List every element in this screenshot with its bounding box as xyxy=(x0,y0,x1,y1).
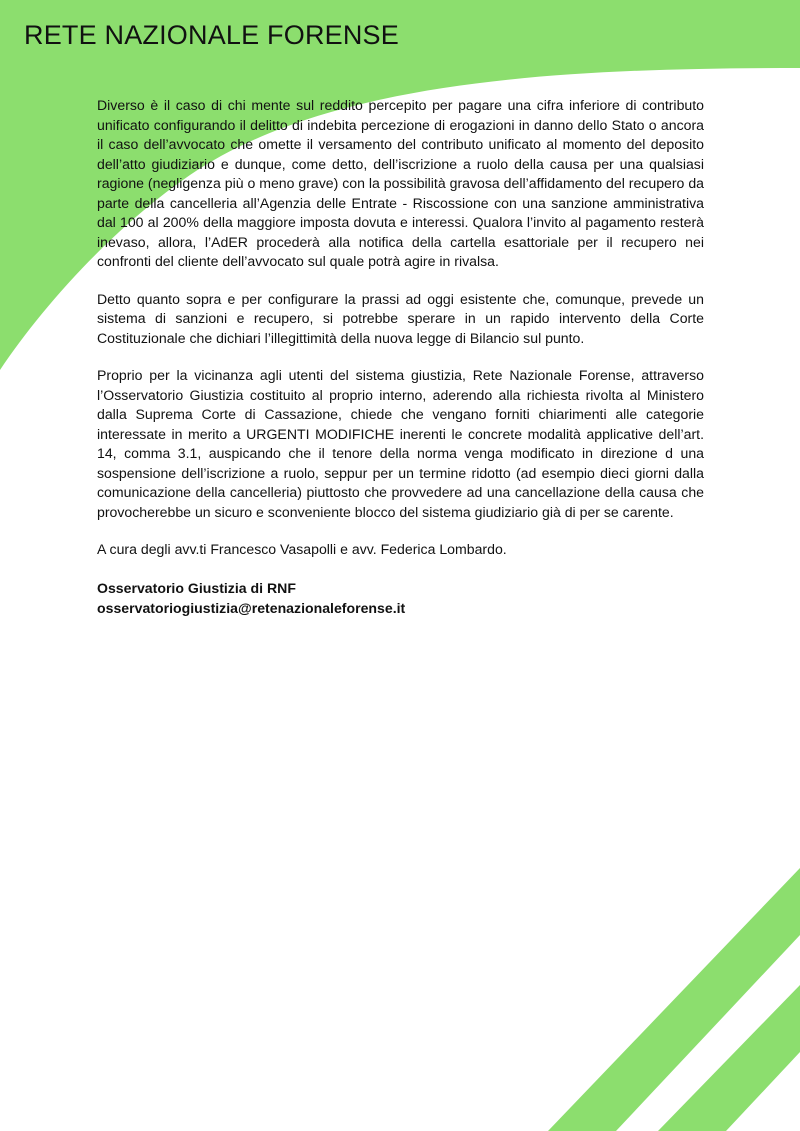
signature-email: osservatoriogiustizia@retenazionaleforense.it xyxy=(97,599,406,616)
document-body xyxy=(97,96,704,618)
signature-block xyxy=(97,578,704,618)
paragraph-3: Proprio per la vicinanza agli utenti del sistema giustizia, Rete Nazionale Forense, attraverso l’Osservatorio Giustizia costituito al proprio interno, aderendo alla richiesta rivolta al Ministero dalla Suprema Corte di Cassazione, chiede che vengano forniti chiarimenti alle categorie interessate in merito a URGENTI MODIFICHE inerenti le concrete modalità applicative dell’art. 14, comma 3.1, auspicando che il tenore della norma venga modificato in direzione d una sospensione dell’iscrizione a ruolo, seppur per un termine ridotto (ad esempio dieci giorni dalla comunicazione della cancelleria) piuttosto che provvedere ad una cancellazione della causa che provocherebbe un sicuro e sconveniente blocco del sistema giudiziario già di per se carente. xyxy=(97,367,704,520)
paragraph-4: A cura degli avv.ti Francesco Vasapolli e avv. Federica Lombardo. xyxy=(97,541,507,557)
organization-title: RETE NAZIONALE FORENSE xyxy=(24,20,399,50)
signature-name: Osservatorio Giustizia di RNF xyxy=(97,579,296,596)
paragraph-1: Diverso è il caso di chi mente sul reddito percepito per pagare una cifra inferiore di contributo unificato configurando il delitto di indebita percezione di erogazioni in danno dello Stato o ancora il caso dell’avvocato che omette il versamento del contributo unificato al momento del deposito dell’atto giudiziario e dunque, come detto, dell’iscrizione a ruolo della causa per una qualsiasi ragione (negligenza più o meno grave) con la possibilità gravosa dell’affidamento del recupero da parte della cancelleria all’Agenzia delle Entrate - Riscossione con una sanzione amministrativa dal 100 al 200% della maggiore imposta dovuta e interessi. Qualora l’invito al pagamento resterà inevaso, allora, l’AdER procederà alla notifica della cartella esattoriale per il recupero nei confronti del cliente dell’avvocato sul quale potrà agire in rivalsa. xyxy=(97,97,704,269)
paragraph-2: Detto quanto sopra e per configurare la prassi ad oggi esistente che, comunque, prevede un sistema di sanzioni e recupero, si potrebbe sperare in un rapido intervento della Corte Costituzionale che dichiari l’illegittimità della nuova legge di Bilancio sul punto. xyxy=(97,290,704,346)
